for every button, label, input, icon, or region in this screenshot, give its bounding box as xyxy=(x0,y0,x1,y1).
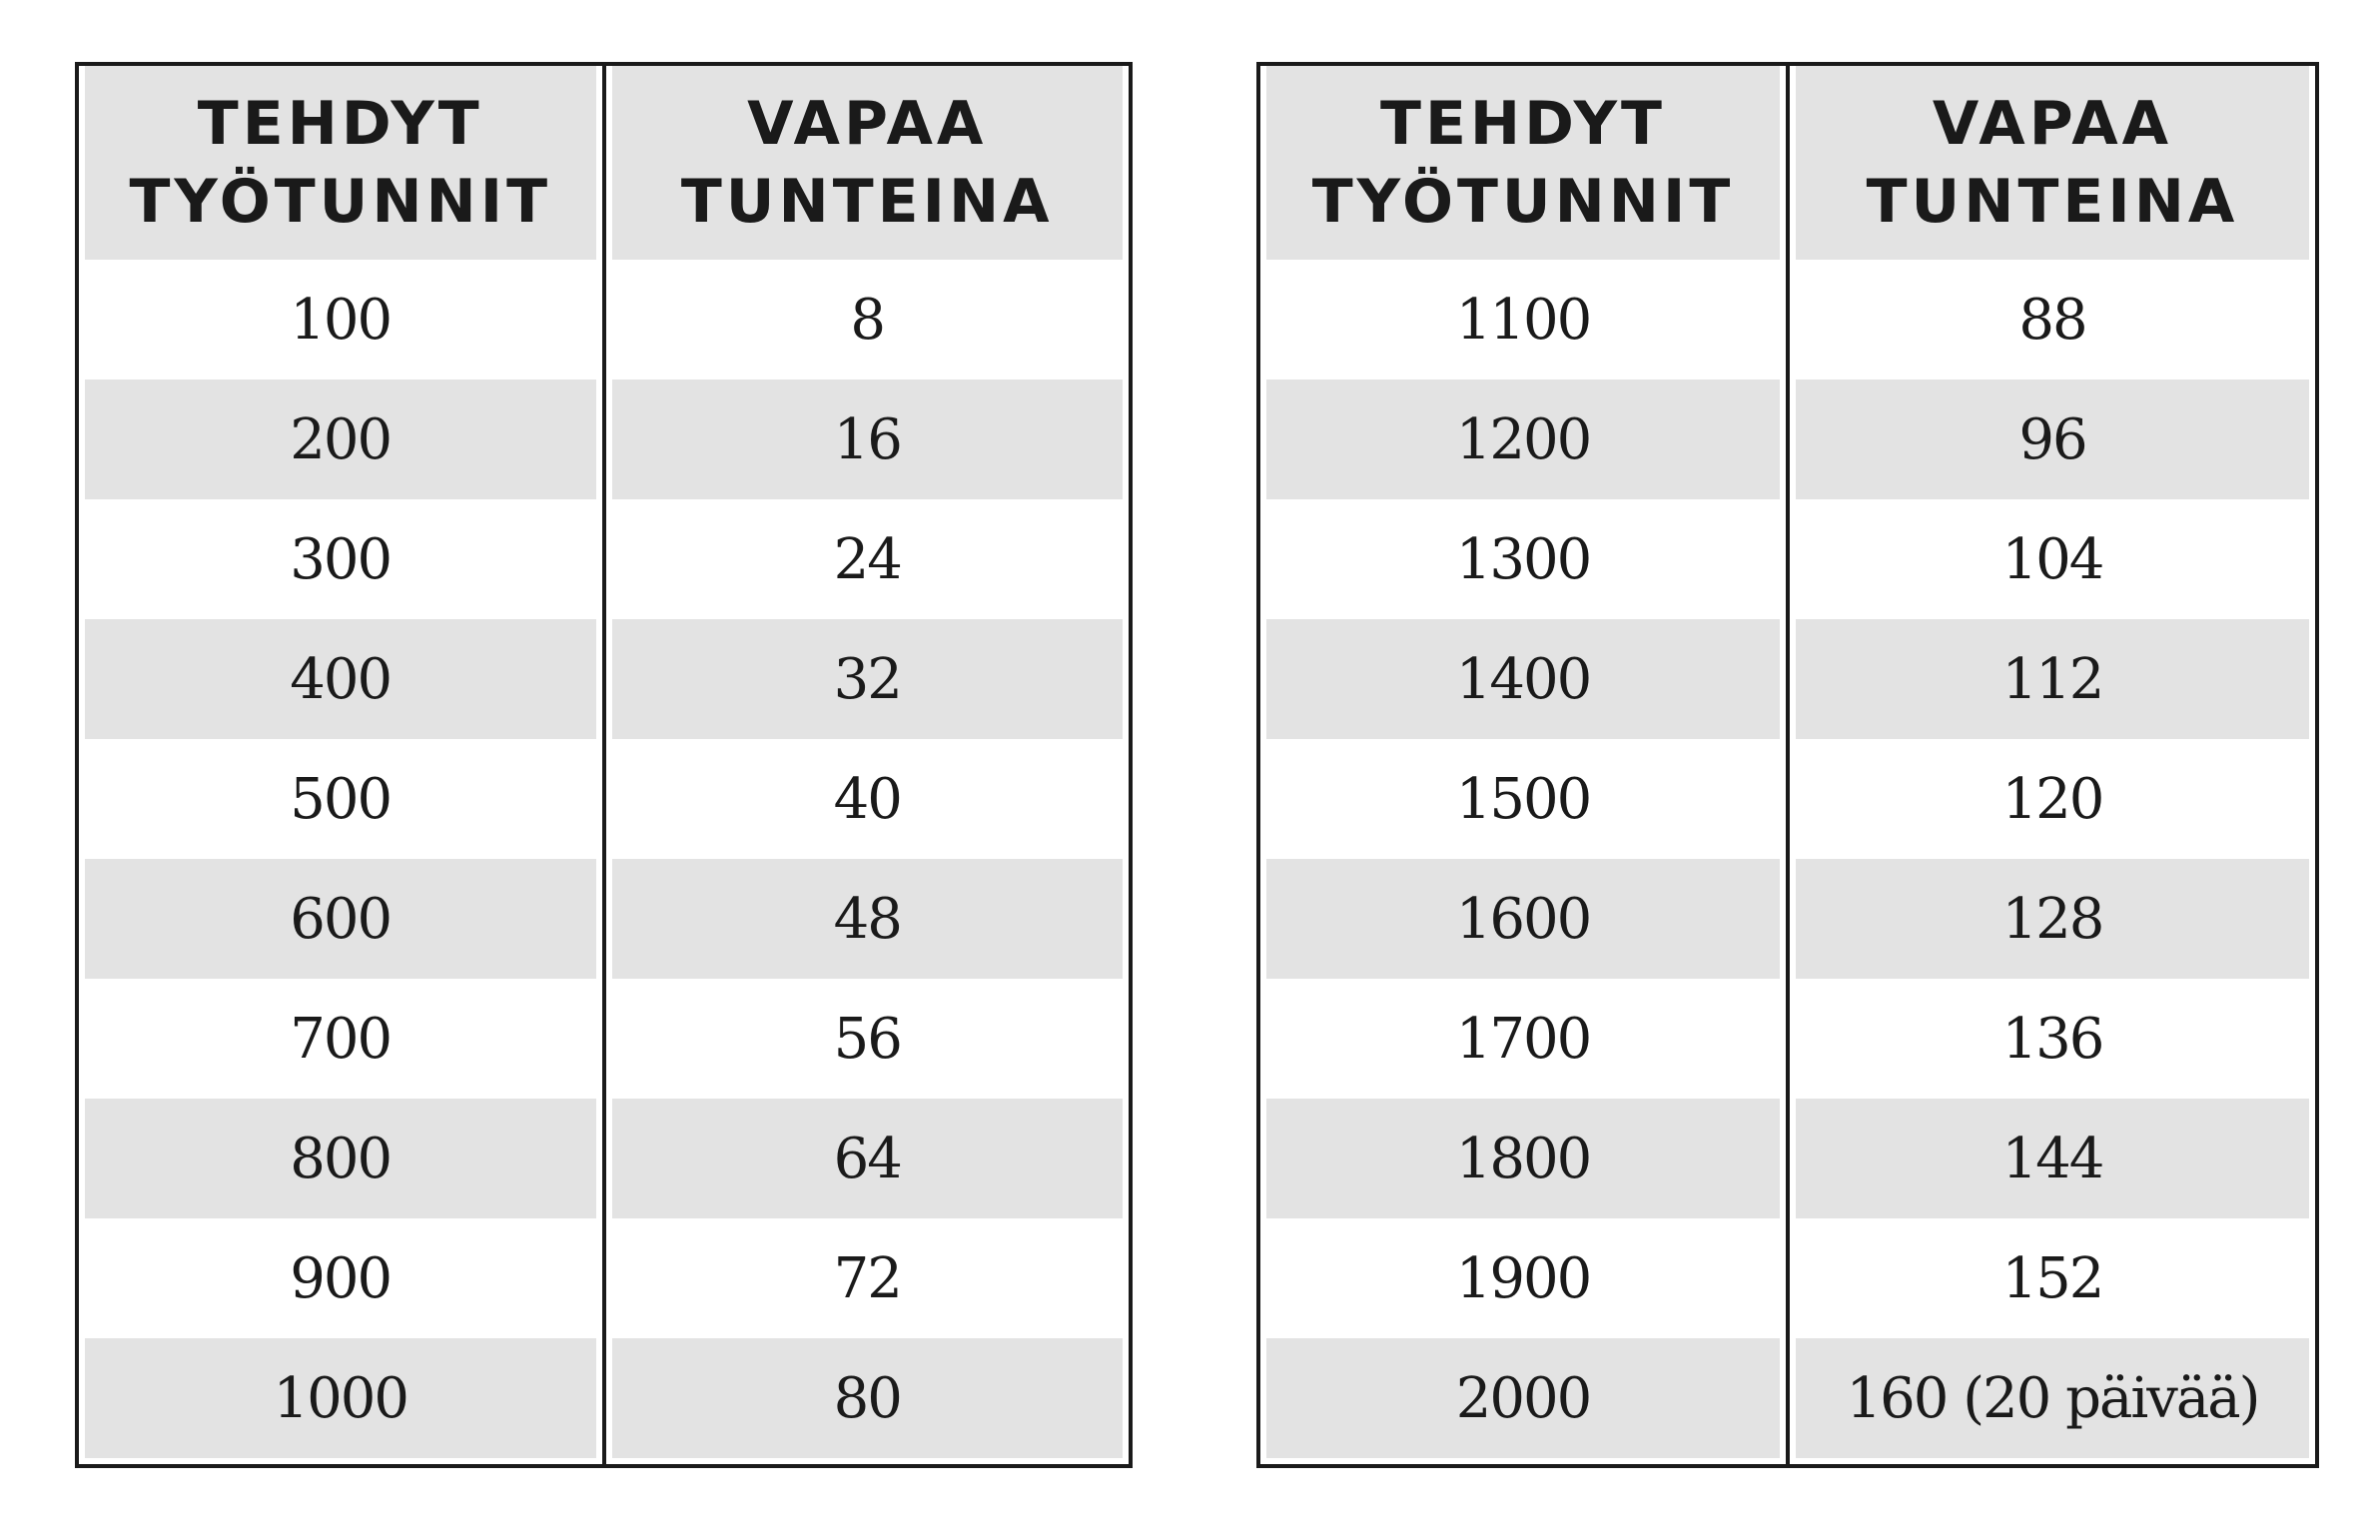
hours-table-right xyxy=(1256,62,2319,1468)
leave-hours-cell: 152 xyxy=(2001,1245,2103,1311)
leave-hours-cell: 88 xyxy=(2018,287,2086,353)
leave-hours-cell: 64 xyxy=(612,1099,1124,1218)
leave-hours-cell: 40 xyxy=(833,766,901,832)
hours-table-left xyxy=(75,62,1133,1468)
leave-hours-cell: 80 xyxy=(612,1338,1124,1458)
leave-hours-cell: 136 xyxy=(2001,1006,2103,1072)
header-line: TYÖTUNNIT xyxy=(129,167,552,237)
header-line: TYÖTUNNIT xyxy=(1311,167,1735,237)
hours-worked-cell: 1600 xyxy=(1266,859,1780,979)
hours-worked-cell: 100 xyxy=(290,287,392,353)
leave-hours-cell: 56 xyxy=(833,1006,901,1072)
hours-worked-cell: 1500 xyxy=(1455,766,1591,832)
leave-hours-cell: 96 xyxy=(1796,380,2309,499)
hours-worked-cell: 300 xyxy=(290,526,392,592)
leave-hours-cell: 112 xyxy=(1796,619,2309,739)
hours-worked-cell: 1300 xyxy=(1455,526,1591,592)
header-line: TEHDYT xyxy=(1380,89,1666,159)
leave-hours-cell: 144 xyxy=(1796,1099,2309,1218)
header-line: VAPAA xyxy=(1932,89,2173,159)
header-line: TUNTEINA xyxy=(680,167,1054,237)
leave-hours-cell: 72 xyxy=(833,1245,901,1311)
column-divider xyxy=(602,66,606,1464)
hours-worked-cell: 800 xyxy=(85,1099,596,1218)
hours-worked-cell: 1100 xyxy=(1455,287,1591,353)
hours-worked-cell: 700 xyxy=(290,1006,392,1072)
hours-worked-cell: 900 xyxy=(290,1245,392,1311)
leave-hours-cell: 16 xyxy=(612,380,1124,499)
header-line: TUNTEINA xyxy=(1866,167,2239,237)
leave-hours-cell: 104 xyxy=(2001,526,2103,592)
hours-worked-cell: 500 xyxy=(290,766,392,832)
header-cell-leave-hours xyxy=(1788,66,2315,260)
header-cell-hours-worked xyxy=(1260,66,1788,260)
leave-hours-cell: 160 (20 päivää) xyxy=(1796,1338,2309,1458)
hours-worked-cell: 600 xyxy=(85,859,596,979)
leave-hours-cell: 48 xyxy=(612,859,1124,979)
hours-worked-cell: 2000 xyxy=(1266,1338,1780,1458)
hours-worked-cell: 200 xyxy=(85,380,596,499)
leave-hours-cell: 120 xyxy=(2001,766,2103,832)
header-cell-hours-worked xyxy=(79,66,604,260)
hours-worked-cell: 1200 xyxy=(1266,380,1780,499)
leave-hours-cell: 24 xyxy=(833,526,901,592)
leave-hours-cell: 128 xyxy=(1796,859,2309,979)
header-line: TEHDYT xyxy=(197,89,483,159)
header-cell-leave-hours xyxy=(604,66,1130,260)
header-line: VAPAA xyxy=(747,89,988,159)
hours-worked-cell: 1400 xyxy=(1266,619,1780,739)
column-divider xyxy=(1786,66,1790,1464)
hours-worked-cell: 1700 xyxy=(1455,1006,1591,1072)
hours-worked-cell: 400 xyxy=(85,619,596,739)
leave-hours-cell: 32 xyxy=(612,619,1124,739)
hours-worked-cell: 1900 xyxy=(1455,1245,1591,1311)
hours-worked-cell: 1800 xyxy=(1266,1099,1780,1218)
leave-hours-cell: 8 xyxy=(850,287,885,353)
hours-worked-cell: 1000 xyxy=(85,1338,596,1458)
